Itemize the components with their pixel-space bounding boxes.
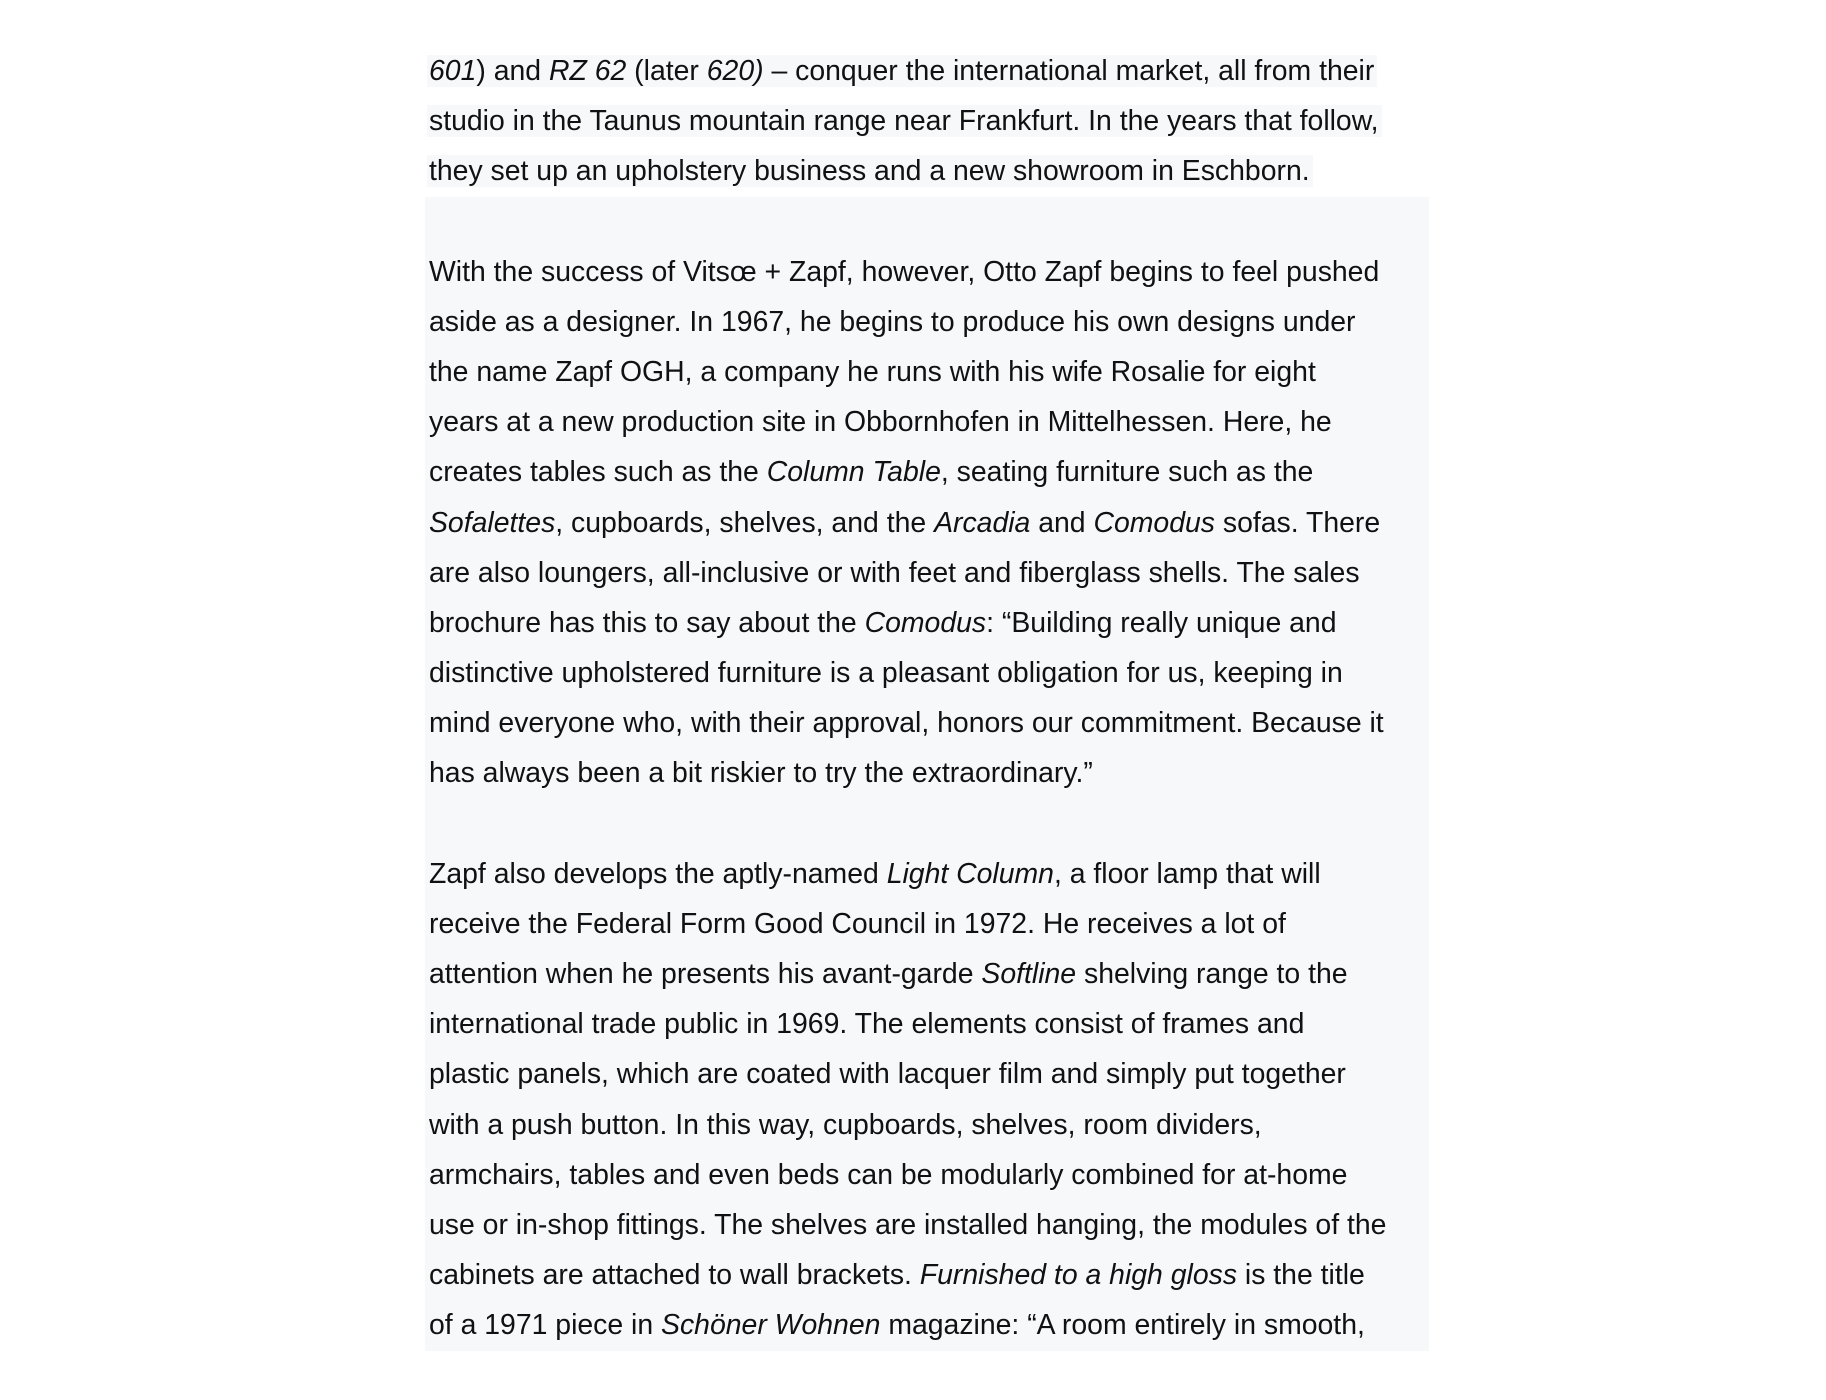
italic-title-text: Arcadia xyxy=(934,506,1031,539)
body-text: are also loungers, all-inclusive or with feet and fiberglass shells. The sales xyxy=(429,556,1360,589)
body-text: ) and xyxy=(476,55,549,87)
body-text: cabinets are attached to wall brackets. xyxy=(429,1259,920,1292)
text-line xyxy=(427,447,1427,497)
line-text xyxy=(427,1209,1389,1241)
text-line xyxy=(427,1300,1427,1350)
italic-title-text: 601 xyxy=(429,55,477,87)
text-line xyxy=(427,146,1427,196)
paragraph-spacer xyxy=(427,197,1427,247)
body-text: attention when he presents his avant-garde xyxy=(429,958,982,990)
italic-title-text: Softline xyxy=(981,958,1077,990)
body-text: , a floor lamp that will xyxy=(1053,857,1321,890)
italic-title-text: RZ 62 xyxy=(548,55,627,87)
line-text xyxy=(427,657,1346,689)
body-text: magazine: “A room entirely in smooth, xyxy=(880,1309,1365,1342)
text-line xyxy=(427,297,1427,347)
body-text: has always been a bit riskier to try the extraordinary.” xyxy=(429,757,1093,790)
line-text xyxy=(427,1109,1265,1141)
italic-title-text: Light Column xyxy=(886,857,1054,890)
article-body xyxy=(427,46,1427,1351)
body-text: aside as a designer. In 1967, he begins to produce his own designs under xyxy=(429,305,1356,338)
body-text: – conquer the international market, all from their xyxy=(763,55,1375,87)
line-text xyxy=(427,356,1319,388)
body-text: distinctive upholstered furniture is a pleasant obligation for us, keeping in xyxy=(429,657,1343,690)
italic-title-text: Furnished to a high gloss xyxy=(919,1259,1238,1292)
line-text xyxy=(427,958,1351,990)
body-text: of a 1971 piece in xyxy=(429,1309,662,1342)
body-text: the name Zapf OGH, a company he runs with his wife Rosalie for eight xyxy=(429,355,1316,388)
italic-title-text: Schöner Wohnen xyxy=(661,1309,881,1342)
line-text xyxy=(427,1159,1350,1191)
italic-title-text: Sofalettes xyxy=(429,506,556,539)
paragraph-1 xyxy=(427,46,1427,197)
body-text: is the title xyxy=(1237,1259,1365,1292)
text-line xyxy=(427,949,1427,999)
text-line xyxy=(427,1100,1427,1150)
body-text: and xyxy=(1030,506,1094,539)
body-text: mind everyone who, with their approval, honors our commitment. Because it xyxy=(429,707,1384,740)
body-text: brochure has this to say about the xyxy=(429,606,865,639)
body-text: Zapf also develops the aptly-named xyxy=(429,857,887,890)
body-text: , seating furniture such as the xyxy=(940,456,1314,489)
text-line xyxy=(427,96,1427,146)
italic-title-text: Comodus xyxy=(864,606,987,639)
line-text xyxy=(427,557,1363,589)
body-text: they set up an upholstery business and a new showroom in Eschborn. xyxy=(429,155,1310,188)
body-text: creates tables such as the xyxy=(429,456,767,489)
text-line xyxy=(427,698,1427,748)
body-text: international trade public in 1969. The elements consist of frames and xyxy=(429,1008,1305,1041)
line-text xyxy=(427,306,1359,338)
line-text xyxy=(427,757,1096,789)
text-line xyxy=(427,247,1427,297)
text-line xyxy=(427,1200,1427,1250)
body-text: With the success of Vitsœ + Zapf, however, Otto Zapf begins to feel pushed xyxy=(429,255,1380,288)
text-line xyxy=(427,849,1427,899)
body-text: use or in-shop fittings. The shelves are installed hanging, the modules of the xyxy=(429,1208,1387,1241)
line-text xyxy=(427,1309,1368,1341)
text-line xyxy=(427,899,1427,949)
line-text xyxy=(427,507,1383,539)
body-text: receive the Federal Form Good Council in 1972. He receives a lot of xyxy=(429,907,1286,940)
body-text: : “Building really unique and xyxy=(986,606,1337,639)
italic-title-text: Comodus xyxy=(1093,506,1215,539)
text-line xyxy=(427,397,1427,447)
text-line xyxy=(427,999,1427,1049)
body-text: plastic panels, which are coated with lacquer film and simply put together xyxy=(429,1058,1346,1091)
text-line xyxy=(427,1150,1427,1200)
text-line xyxy=(427,347,1427,397)
body-text: with a push button. In this way, cupboards, shelves, room dividers, xyxy=(429,1108,1262,1141)
line-text xyxy=(427,406,1335,438)
paragraph-spacer xyxy=(427,799,1427,849)
body-text: studio in the Taunus mountain range near Frankfurt. In the years that follow, xyxy=(429,105,1379,138)
text-line xyxy=(427,548,1427,598)
line-text xyxy=(427,256,1382,288)
text-line xyxy=(427,598,1427,648)
body-text: shelving range to the xyxy=(1076,958,1348,990)
text-line xyxy=(427,748,1427,798)
body-text: (later xyxy=(626,55,707,87)
line-text xyxy=(427,707,1387,739)
italic-title-text: Column Table xyxy=(766,456,941,489)
body-text: armchairs, tables and even beds can be modularly combined for at-home xyxy=(429,1158,1348,1191)
line-text xyxy=(427,908,1289,940)
text-line xyxy=(427,648,1427,698)
text-line xyxy=(427,46,1427,96)
line-text xyxy=(427,155,1313,187)
line-text xyxy=(427,456,1316,488)
line-text xyxy=(427,1058,1349,1090)
line-text xyxy=(427,858,1324,890)
line-text xyxy=(427,105,1382,137)
body-text: , cupboards, shelves, and the xyxy=(555,506,935,539)
line-text xyxy=(427,607,1340,639)
body-text: years at a new production site in Obbornhofen in Mittelhessen. Here, he xyxy=(429,406,1332,439)
text-line xyxy=(427,1049,1427,1099)
line-text xyxy=(427,1008,1307,1040)
line-text xyxy=(427,55,1377,87)
body-text: sofas. There xyxy=(1215,506,1381,539)
italic-title-text: 620) xyxy=(706,55,764,87)
text-line xyxy=(427,1250,1427,1300)
paragraph-group xyxy=(425,197,1429,1351)
paragraph-2 xyxy=(427,247,1427,799)
text-line xyxy=(427,498,1427,548)
line-text xyxy=(427,1259,1368,1291)
paragraph-3 xyxy=(427,849,1427,1351)
